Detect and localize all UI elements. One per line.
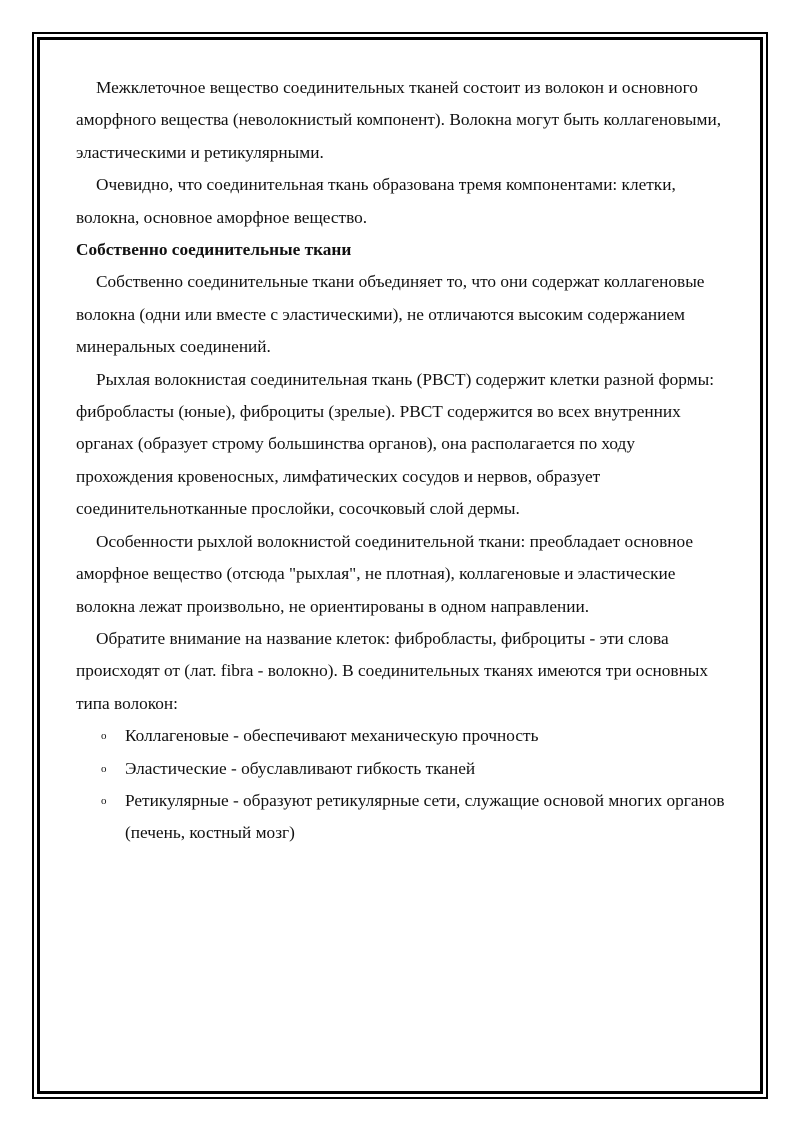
fiber-types-list xyxy=(76,720,726,850)
paragraph-fiber-types: Обратите внимание на название клеток: фибробласты, фиброциты - эти слова происходят от (лат. fibra - волокно). В соединительных тканях имеются три основных типа волокон: xyxy=(76,628,709,713)
list-item xyxy=(76,753,726,785)
paragraph-loose-tissue-features: Особенности рыхлой волокнистой соединительной ткани: преобладает основное аморфное вещество (отсюда "рыхлая", не плотная), коллагеновые и эластические волокна лежат произвольно, не ориентированы в одном направлении. xyxy=(76,531,694,616)
paragraph-proper-tissues: Собственно соединительные ткани объединяет то, что они содержат коллагеновые волокна (одни или вместе с эластическими), не отличаются высоким содержанием минеральных соединений. xyxy=(76,272,705,357)
list-item-text: Эластические - обуславливают гибкость тканей xyxy=(125,758,476,778)
section-heading: Собственно соединительные ткани xyxy=(76,240,352,260)
document-body xyxy=(76,72,726,850)
list-item xyxy=(76,720,726,752)
bullet-marker: o xyxy=(101,730,107,743)
paragraph-three-components: Очевидно, что соединительная ткань образована тремя компонентами: клетки, волокна, основное аморфное вещество. xyxy=(76,175,676,227)
bullet-marker: o xyxy=(101,794,107,807)
bullet-marker: o xyxy=(101,762,107,775)
list-item xyxy=(76,785,726,850)
list-item-text: Коллагеновые - обеспечивают механическую прочность xyxy=(125,726,539,746)
paragraph-intercellular-substance: Межклеточное вещество соединительных тканей состоит из волокон и основного аморфного вещества (неволокнистый компонент). Волокна могут быть коллагеновыми, эластическими и ретикулярными. xyxy=(76,78,722,162)
paragraph-loose-tissue: Рыхлая волокнистая соединительная ткань (РВСТ) содержит клетки разной формы: фибробласты (юные), фиброциты (зрелые). РВСТ содержится во всех внутренних органах (образует строму большинства органов), она располагается по ходу прохождения кровеносных, лимфатических сосудов и нервов, образует соединительнотканные прослойки, сосочковый слой дермы. xyxy=(76,369,715,519)
list-item-text: Ретикулярные - образуют ретикулярные сети, служащие основой многих органов (печень, костный мозг) xyxy=(125,790,725,843)
